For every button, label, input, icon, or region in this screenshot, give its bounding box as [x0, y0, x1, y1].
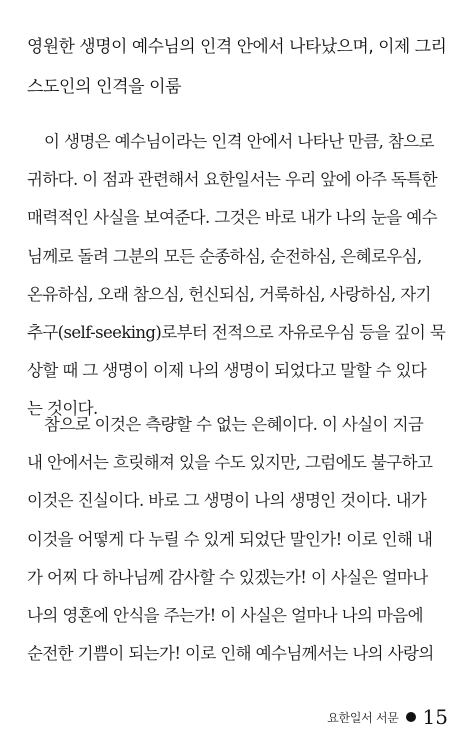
paragraph-line: 순전한 기쁨이 되는가! 이로 인해 예수님께서는 나의 사랑의	[27, 644, 434, 664]
paragraph-line: 온유하심, 오래 참으심, 헌신되심, 거룩하심, 사랑하심, 자기	[27, 284, 431, 304]
running-title: 요한일서 서문	[327, 710, 399, 725]
paragraph-line: 가 어찌 다 하나님께 감사할 수 있겠는가! 이 사실은 얼마나	[27, 567, 428, 587]
paragraph-line: 추구(self-seeking)로부터 전적으로 자유로우심 등을 깊이 묵	[27, 323, 446, 343]
paragraph-line: 이 생명은 예수님이라는 인격 안에서 나타난 만큼, 참으로	[44, 132, 434, 151]
paragraph-line: 내 안에서는 흐릿해져 있을 수도 있지만, 그럼에도 불구하고	[27, 453, 433, 473]
paragraph-line: 귀하다. 이 점과 관련해서 요한일서는 우리 앞에 아주 독특한	[27, 170, 437, 190]
body-paragraph	[27, 406, 447, 673]
paragraph-line: 님께로 돌려 그분의 모든 순종하심, 순전하심, 은혜로우심,	[27, 246, 422, 266]
section-heading	[27, 27, 447, 107]
page-footer	[327, 705, 448, 729]
paragraph-line: 참으로 이것은 측량할 수 없는 은혜이다. 이 사실이 지금	[44, 415, 424, 434]
paragraph-line: 상할 때 그 생명이 이제 나의 생명이 되었다고 말할 수 있다	[27, 361, 427, 381]
page-number: 15	[422, 705, 448, 729]
paragraph-line: 이것을 어떻게 다 누릴 수 있게 되었단 말인가! 이로 인해 내	[27, 529, 433, 549]
paragraph-line: 이것은 진실이다. 바로 그 생명이 나의 생명인 것이다. 내가	[27, 491, 427, 511]
heading-line: 스도인의 인격을 이룸	[27, 77, 182, 97]
body-paragraph	[27, 123, 447, 429]
bullet-icon	[406, 712, 416, 722]
paragraph-line: 매력적인 사실을 보여준다. 그것은 바로 내가 나의 눈을 예수	[27, 208, 437, 228]
paragraph-line: 는 것이다.	[27, 399, 98, 419]
paragraph-line: 나의 영혼에 안식을 주는가! 이 사실은 얼마나 나의 마음에	[27, 606, 423, 626]
heading-line: 영원한 생명이 예수님의 인격 안에서 나타났으며, 이제 그리	[27, 37, 447, 57]
